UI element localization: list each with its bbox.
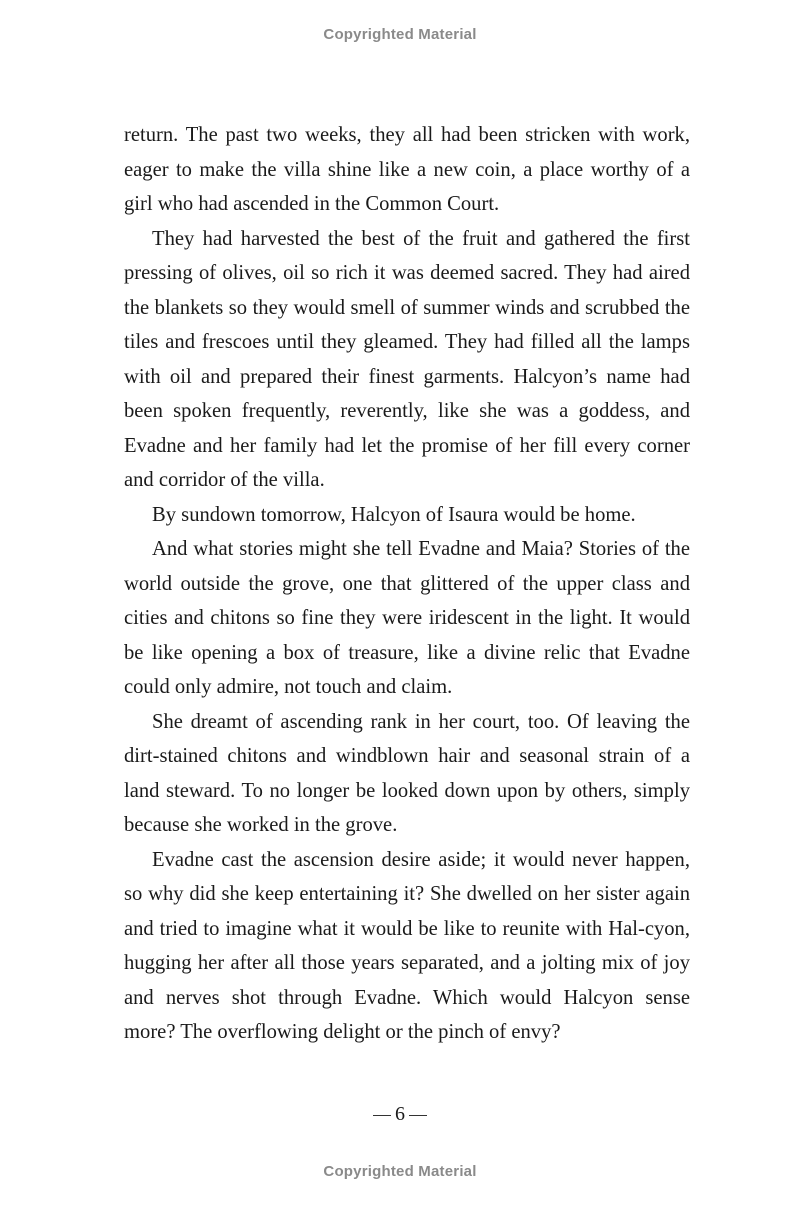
copyright-watermark-bottom: Copyrighted Material xyxy=(323,1163,477,1180)
page-body xyxy=(124,118,690,1050)
page-number xyxy=(0,1103,800,1126)
page-number-left-dash xyxy=(373,1115,391,1116)
paragraph: They had harvested the best of the fruit and gathered the first pressing of olives, oil so rich it was deemed sacred. They had aired the blankets so they would smell of summer winds and scrubbed the tiles and frescoes until they gleamed. They had filled all the lamps with oil and prepared their finest garments. Halcyon’s name had been spoken frequently, reverently, like she was a goddess, and Evadne and her family had let the promise of her fill every corner and corridor of the villa. xyxy=(124,227,690,491)
paragraph: Evadne cast the ascension desire aside; it would never happen, so why did she keep entertaining it? She dwelled on her sister again and tried to imagine what it would be like to reunite with Hal-cyon, hugging her after all those years separated, and a jolting mix of joy and nerves shot through Evadne. Which would Halcyon sense more? The overflowing delight or the pinch of envy? xyxy=(124,848,690,1043)
page-number-right-dash xyxy=(409,1115,427,1116)
page-number-value: 6 xyxy=(395,1103,405,1125)
paragraph: By sundown tomorrow, Halcyon of Isaura would be home. xyxy=(152,503,636,526)
paragraph: She dreamt of ascending rank in her court, too. Of leaving the dirt-stained chitons and windblown hair and seasonal strain of a land steward. To no longer be looked down upon by others, simply because she worked in the grove. xyxy=(124,710,690,836)
paragraph: return. The past two weeks, they all had been stricken with work, eager to make the villa shine like a new coin, a place worthy of a girl who had ascended in the Common Court. xyxy=(124,124,690,215)
copyright-watermark-top: Copyrighted Material xyxy=(323,26,477,43)
paragraph: And what stories might she tell Evadne and Maia? Stories of the world outside the grove, one that glittered of the upper class and cities and chitons so fine they were iridescent in the light. It would be like opening a box of treasure, like a divine relic that Evadne could only admire, not touch and claim. xyxy=(124,538,690,698)
